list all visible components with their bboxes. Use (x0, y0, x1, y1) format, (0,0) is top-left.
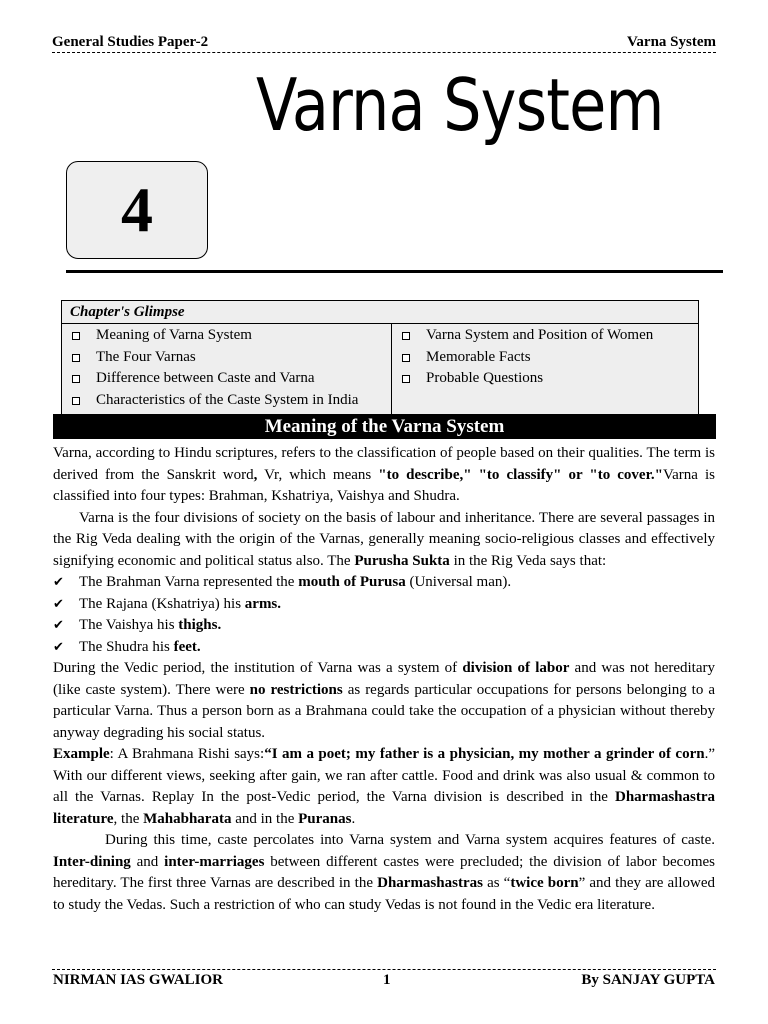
checkmark-icon: ✔ (53, 618, 64, 633)
list-item (62, 390, 358, 412)
checkbox-bullet-icon (72, 332, 80, 340)
list-item-label: Characteristics of the Caste System in India (96, 391, 359, 408)
paragraph: During the Vedic period, the institution of Varna was a system of division of labor and was not hereditary (like caste system). There were no restrictions as regards particular occupations for persons belonging to a particular Varna. Thus a person born as a Brahmana could take the occupation of a physician without thereby anyway degrading his social status. (53, 660, 716, 741)
list-item (62, 347, 358, 369)
list-item-label: Memorable Facts (426, 348, 531, 365)
paragraph: Example: A Brahmana Rishi says:“I am a poet; my father is a physician, my mother a grinder of corn.” With our different views, seeking after gain, we ran after cattle. Food and drink was also usual & common to all the Varnas. Replay In the post-Vedic period, the Varna division is described in the Dharmashastra literature, the Mahabharata and in the Puranas. (53, 746, 716, 827)
paragraph: Varna, according to Hindu scriptures, refers to the classification of people based on their qualities. The term is derived from the Sanskrit word, Vr, which means "to describe," "to classify" or "to cover."Varna is classified into four types: Brahman, Kshatriya, Vaishya and Shudra. (53, 445, 715, 504)
paragraph: During this time, caste percolates into Varna system and Varna system acquires features of caste. Inter-dining and inter-marriages between different castes were precluded; the division of labor becomes hereditary. The first three Varnas are described in the Dharmashastras as “twice born” and they are allowed to study the Vedas. Such a restriction of who can study Vedas is not found in the Vedic era literature. (53, 832, 716, 913)
list-item: ✔ The Vaishya his thighs. (53, 615, 715, 637)
chapter-glimpse-box (61, 300, 699, 415)
list-item (62, 368, 358, 390)
checkbox-bullet-icon (402, 375, 410, 383)
footer-right: By SANJAY GUPTA (581, 972, 715, 988)
list-item (392, 368, 653, 390)
glimpse-right-list (392, 325, 653, 390)
chapter-number: 4 (121, 174, 153, 245)
list-item-label: Varna System and Position of Women (426, 327, 654, 343)
header-dashed-rule (52, 52, 716, 53)
list-item: ✔ The Brahman Varna represented the mouth of Purusa (Universal man). (53, 572, 715, 594)
list-item (62, 325, 358, 347)
page-footer (53, 972, 715, 992)
glimpse-heading-text: Chapter's Glimpse (70, 304, 185, 320)
list-item-label: Probable Questions (426, 370, 544, 386)
checkmark-icon: ✔ (53, 575, 64, 590)
checkmark-icon: ✔ (53, 596, 64, 612)
list-item-label: Meaning of Varna System (96, 327, 252, 343)
checkbox-bullet-icon (402, 354, 410, 362)
section-heading: Meaning of the Varna System (53, 414, 716, 439)
footer-left: NIRMAN IAS GWALIOR (53, 972, 224, 988)
checkbox-bullet-icon (72, 354, 80, 362)
list-item-label: The Four Varnas (96, 348, 196, 365)
checkbox-bullet-icon (72, 375, 80, 383)
list-item (392, 325, 653, 347)
footer-dashed-rule (52, 969, 716, 970)
paragraph: Varna is the four divisions of society on the basis of labour and inheritance. There are several passages in the Rig Veda dealing with the origin of the Varnas, generally meaning socio-religious classes and effectively signifying economic and political status also. The Purusha Sukta in the Rig Veda says that: (53, 509, 715, 569)
list-item-label: Difference between Caste and Varna (96, 370, 315, 386)
list-item: ✔ The Rajana (Kshatriya) his arms. (53, 594, 715, 616)
checkbox-bullet-icon (402, 332, 410, 340)
header-left: General Studies Paper-2 (52, 34, 209, 50)
list-item (392, 347, 653, 369)
checkbox-bullet-icon (72, 397, 80, 405)
glimpse-left-list (62, 325, 358, 411)
check-list (53, 572, 715, 658)
title-rule (66, 270, 723, 273)
chapter-number-box (66, 161, 208, 259)
list-item: ✔ The Shudra his feet. (53, 637, 715, 659)
glimpse-heading (62, 301, 698, 324)
page-header (52, 34, 716, 54)
header-right: Varna System (626, 34, 716, 50)
checkmark-icon: ✔ (53, 639, 64, 655)
page-number: 1 (383, 972, 391, 988)
chapter-title: Varna System (256, 63, 664, 147)
body-text (53, 443, 715, 916)
